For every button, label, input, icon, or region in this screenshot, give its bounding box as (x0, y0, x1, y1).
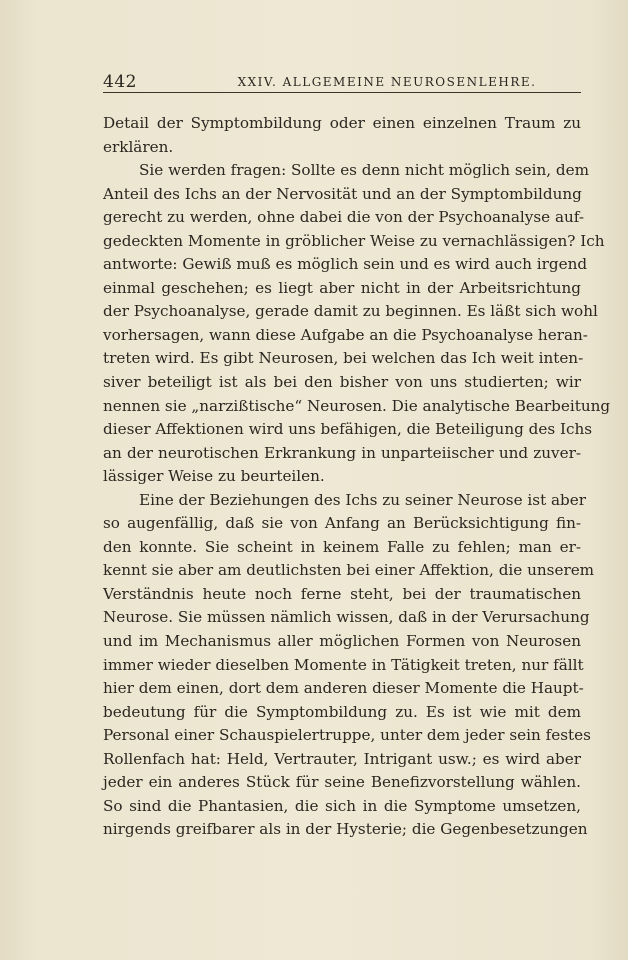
text-line: gedeckten Momente in gröblicher Weise zu vernachlässigen? Ich (103, 231, 605, 250)
body-text (103, 112, 611, 842)
text-line: gerecht zu werden, ohne dabei die von der Psychoanalyse auf- (103, 208, 585, 227)
text-line: immer wieder dieselben Momente in Tätigkeit treten, nur fällt (103, 655, 584, 674)
text-line: vorhersagen, wann diese Aufgabe an die Psychoanalyse heran- (103, 325, 588, 344)
text-line: nirgends greifbarer als in der Hysterie; die Gegenbesetzungen (103, 820, 588, 839)
page-header (103, 66, 581, 93)
text-line: an der neurotischen Erkrankung in unparteiischer und zuver- (103, 443, 581, 462)
text-line: Neurose. Sie müssen nämlich wissen, daß in der Verursachung (103, 608, 590, 627)
text-line: Detail der Symptombildung oder einen einzelnen Traum zu (103, 114, 581, 132)
text-line: einmal geschehen; es liegt aber nicht in der Arbeitsrichtung (103, 278, 581, 297)
text-line: nennen sie „narzißtische“ Neurosen. Die analytische Bearbeitung (103, 396, 611, 415)
text-line: treten wird. Es gibt Neurosen, bei welchen das Ich weit inten- (103, 349, 584, 368)
text-line: antworte: Gewiß muß es möglich sein und es wird auch irgend (103, 255, 588, 274)
text-line: Rollenfach hat: Held, Vertrauter, Intrigant usw.; es wird aber (103, 749, 581, 768)
text-line: erklären. (103, 137, 174, 156)
text-line: jeder ein anderes Stück für seine Benefizvorstellung wählen. (103, 773, 581, 792)
text-line: den konnte. Sie scheint in keinem Falle zu fehlen; man er- (103, 537, 581, 556)
text-line: so augenfällig, daß sie von Anfang an Berücksichtigung fin- (103, 514, 581, 533)
running-head: XXIV. ALLGEMEINE NEUROSENLEHRE. (237, 75, 537, 89)
page-number: 442 (103, 72, 137, 92)
text-line: Personal einer Schauspielertruppe, unter dem jeder sein festes (103, 726, 591, 745)
text-line: siver beteiligt ist als bei den bisher von uns studierten; wir (103, 373, 581, 392)
text-line: der Psychoanalyse, gerade damit zu beginnen. Es läßt sich wohl (103, 302, 598, 321)
text-line: kennt sie aber am deutlichsten bei einer Affektion, die unserem (103, 561, 595, 580)
text-line: und im Mechanismus aller möglichen Formen von Neurosen (103, 632, 581, 651)
text-line: Eine der Beziehungen des Ichs zu seiner Neurose ist aber (139, 490, 587, 509)
text-line: Sie werden fragen: Sollte es denn nicht möglich sein, dem (139, 161, 590, 180)
text-line: bedeutung für die Symptombildung zu. Es ist wie mit dem (103, 702, 581, 721)
text-line: So sind die Phantasien, die sich in die Symptome umsetzen, (103, 796, 581, 815)
text-line: Anteil des Ichs an der Nervosität und an der Symptombildung (103, 184, 582, 203)
text-line: hier dem einen, dort dem anderen dieser Momente die Haupt- (103, 679, 584, 698)
text-line: dieser Affektionen wird uns befähigen, die Beteiligung des Ichs (103, 420, 593, 439)
text-line: lässiger Weise zu beurteilen. (103, 467, 325, 486)
text-line: Verständnis heute noch ferne steht, bei der traumatischen (103, 584, 581, 603)
